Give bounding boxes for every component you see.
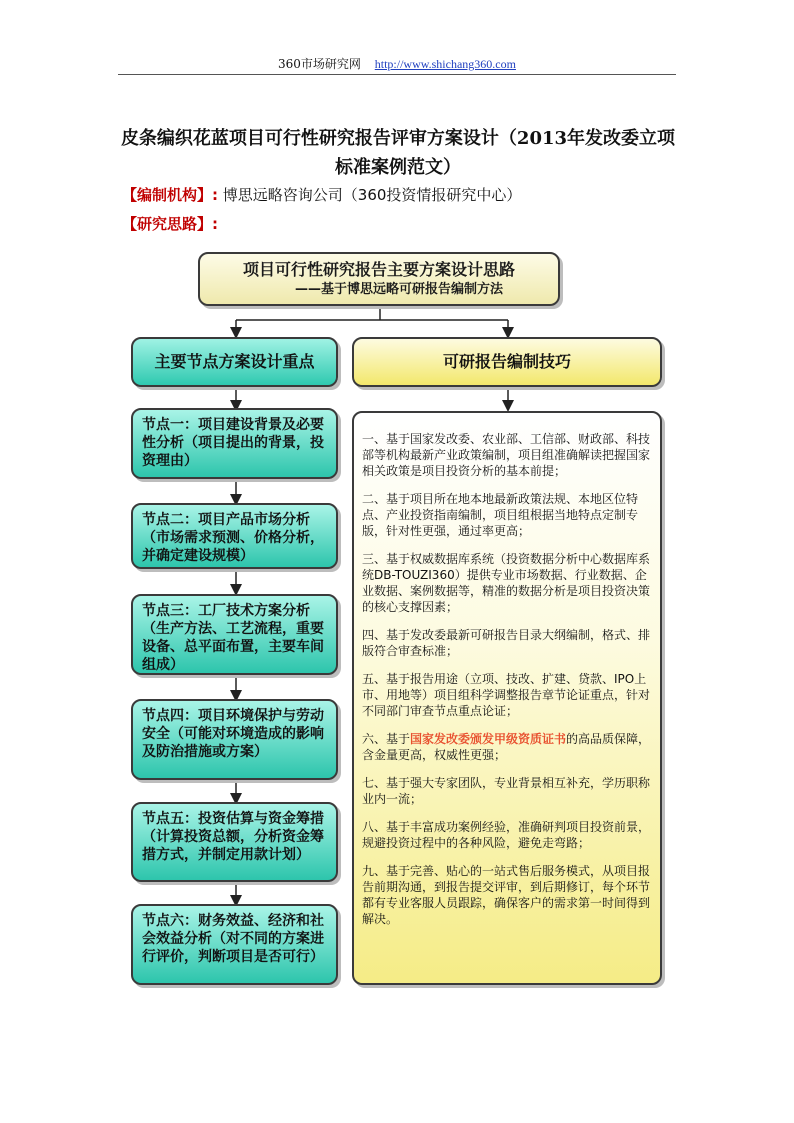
tips-box: [352, 411, 662, 985]
tip6-after: 的高品质保障，含金量更高，权威性更强；: [362, 732, 651, 762]
tip-item: 五、基于报告用途（立项、技改、扩建、贷款、IPO上市、用地等）项目组科学调整报告章节论证重点，针对不同部门审查节点重点论证；: [362, 672, 651, 718]
document-title: 皮条编织花蓝项目可行性研究报告评审方案设计（2013年发改委立项标准案例范文）: [120, 128, 676, 178]
tip-item: 三、基于权威数据库系统（投资数据分析中心数据库系统DB-TOUZI360）提供专业市场数据、行业数据、企业数据、案例数据等，精准的数据分析是项目投资决策的核心支撑因素；: [362, 552, 651, 614]
tips-column-header: 可研报告编制技巧: [352, 337, 662, 387]
tip-item: 九、基于完善、贴心的一站式售后服务模式，从项目报告前期沟通，到报告提交评审，到后期修订，每个环节都有专业客服人员跟踪，确保客户的需求第一时间得到解决。: [362, 864, 651, 926]
site-name: 360市场研究网: [278, 57, 361, 71]
node-4-box: 节点四：项目环境保护与劳动安全（可能对环境造成的影响及防治措施或方案）: [131, 699, 338, 780]
tip-item-qualification: [362, 731, 654, 763]
approach-tag: 【研究思路】:: [122, 215, 218, 233]
node-5-box: 节点五：投资估算与资金筹措（计算投资总额，分析资金筹措方式，并制定用款计划）: [131, 802, 338, 882]
org-tag: 【编制机构】:: [122, 186, 218, 204]
approach-subtitle: ——基于博思远略可研报告编制方法: [294, 282, 503, 297]
node-6-box: 节点六：财务效益、经济和社会效益分析（对不同的方案进行评价，判断项目是否可行）: [131, 904, 338, 985]
tip-item: 四、基于发改委最新可研报告目录大纲编制，格式、排版符合审查标准；: [362, 628, 651, 658]
tip-item: 一、基于国家发改委、农业部、工信部、财政部、科技部等机构最新产业政策编制，项目组准确解读把握国家相关政策是项目投资分析的基本前提；: [362, 432, 651, 478]
tip6-before: 六、基于: [362, 732, 411, 746]
org-value: 博思远略咨询公司（360投资情报研究中心）: [222, 186, 522, 204]
approach-title-box: [198, 252, 560, 306]
node-2-box: 节点二：项目产品市场分析（市场需求预测、价格分析，并确定建设规模）: [131, 503, 338, 569]
tip-item: 八、基于丰富成功案例经验，准确研判项目投资前景，规避投资过程中的各种风险，避免走弯路；: [362, 820, 651, 850]
node-1-box: 节点一：项目建设背景及必要性分析（项目提出的背景，投资理由）: [131, 408, 338, 479]
qualification-highlight: 国家发改委颁发甲级资质证书: [410, 732, 567, 746]
approach-title: 项目可行性研究报告主要方案设计思路: [242, 260, 515, 279]
node-3-box: 节点三：工厂技术方案分析（生产方法、工艺流程，重要设备、总平面布置，主要车间组成）: [131, 594, 338, 675]
node-column-header: 主要节点方案设计重点: [131, 337, 338, 387]
site-url-link[interactable]: http://www.shichang360.com: [374, 57, 516, 71]
tip-item: 二、基于项目所在地本地最新政策法规、本地区位特点、产业投资指南编制，项目组根据当地特点定制专版，针对性更强，通过率更高；: [362, 492, 639, 538]
tip-item: 七、基于强大专家团队，专业背景相互补充，学历职称业内一流；: [362, 776, 651, 806]
